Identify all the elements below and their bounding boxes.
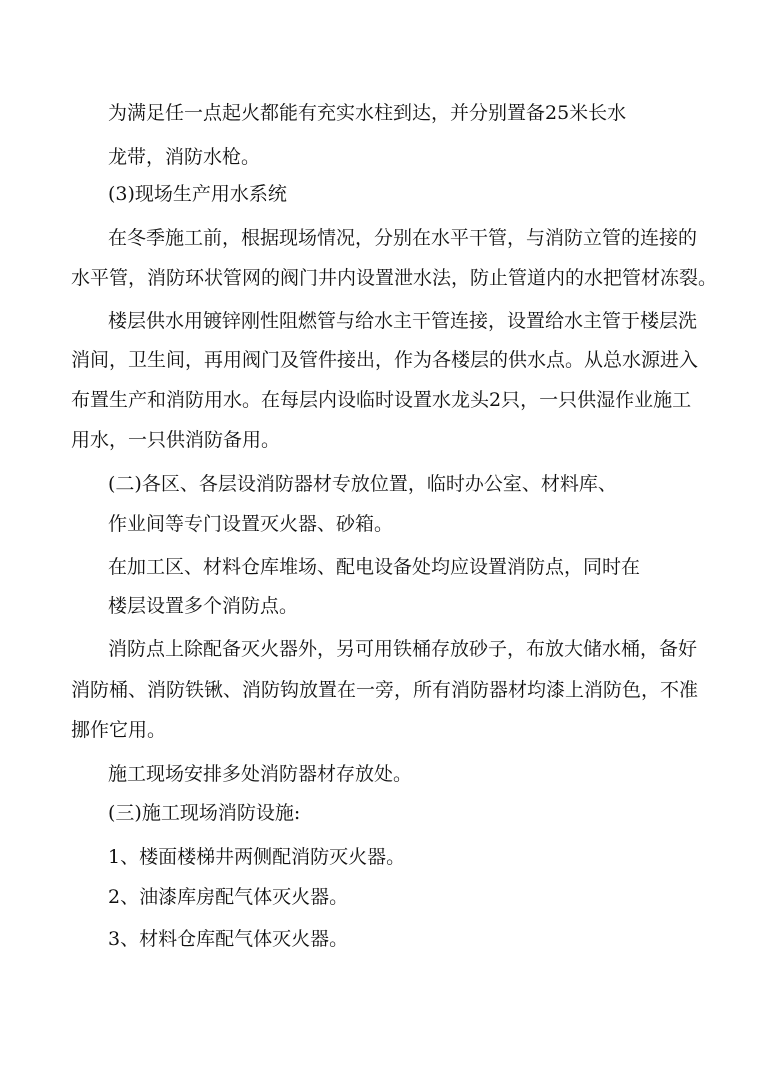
text-line: 施工现场安排多处消防器材存放处。: [108, 763, 413, 785]
text-line: 龙带，消防水枪。: [108, 146, 261, 168]
text-line: 消防点上除配备灭火器外，另可用铁桶存放砂子，布放大储水桶，备好: [108, 638, 698, 660]
text-line: 消防桶、消防铁锹、消防钩放置在一旁，所有消防器材均漆上消防色，不准: [71, 679, 699, 701]
section-heading: (二)各区、各层设消防器材专放位置，临时办公室、材料库、: [108, 473, 617, 495]
section-heading: (三)施工现场消防设施:: [108, 802, 301, 824]
text-line: 在加工区、材料仓库堆场、配电设备处均应设置消防点，同时在: [108, 556, 641, 578]
text-line: 用水，一只供消防备用。: [71, 429, 281, 451]
section-heading: (3)现场生产用水系统: [108, 183, 287, 205]
text-line: 楼层供水用镀锌刚性阻燃管与给水主干管连接，设置给水主管于楼层洗: [108, 310, 698, 332]
text-line: 为满足任一点起火都能有充实水柱到达，并分别置备25米长水: [108, 102, 627, 124]
text-line: 水平管，消防环状管网的阀门井内设置泄水法，防止管道内的水把管材冻裂。: [71, 267, 718, 289]
text-line: 挪作它用。: [71, 719, 167, 741]
text-line: 布置生产和消防用水。在每层内设临时设置水龙头2只，一只供湿作业施工: [71, 389, 692, 411]
text-line: 在冬季施工前，根据现场情况，分别在水平干管，与消防立管的连接的: [108, 227, 698, 249]
text-line: 楼层设置多个消防点。: [108, 595, 299, 617]
text-line: 消间，卫生间，再用阀门及管件接出，作为各楼层的供水点。从总水源进入: [71, 349, 699, 371]
list-item: 1、楼面楼梯井两侧配消防灭火器。: [108, 846, 406, 868]
list-item: 2、油漆库房配气体灭火器。: [108, 886, 349, 908]
text-line: 作业间等专门设置灭火器、砂箱。: [108, 513, 394, 535]
list-item: 3、材料仓库配气体灭火器。: [108, 928, 349, 950]
